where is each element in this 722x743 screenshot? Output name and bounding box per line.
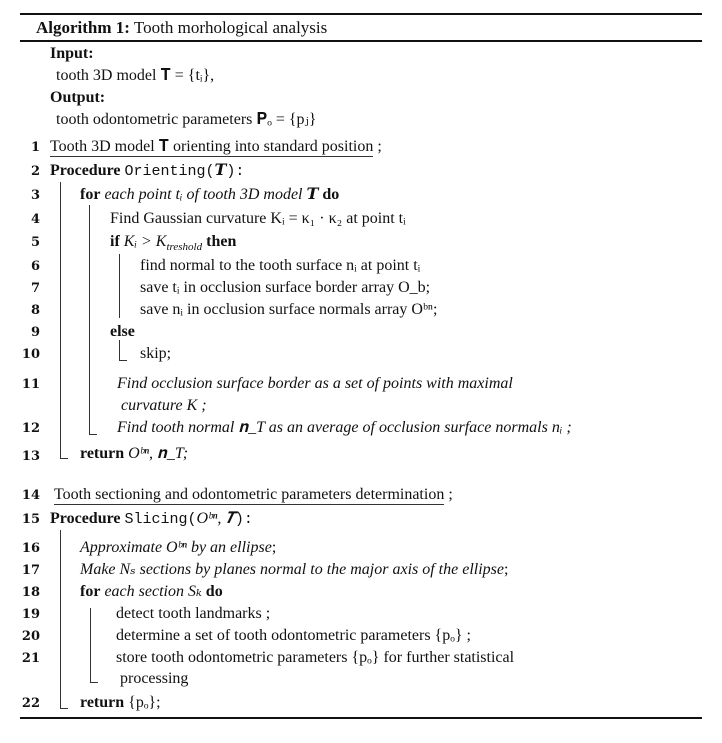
line-number: 12 [21, 421, 40, 436]
block-bar [60, 182, 61, 458]
statement: save nᵢ in occlusion surface normals array Oᵇⁿ; [140, 301, 438, 318]
statement [80, 560, 508, 580]
statement: Find occlusion surface border as a set of points with maximal [117, 375, 513, 392]
output-value: tooth odontometric parameters 𝐏ₒ = {pⱼ} [56, 111, 317, 128]
block-end [119, 360, 127, 361]
line-number: 5 [30, 235, 40, 250]
line-number: 3 [30, 188, 40, 203]
keyword: Procedure [50, 510, 121, 527]
statement-suffix: ; [504, 561, 509, 578]
procedure-name: Slicing( [124, 511, 197, 528]
keyword: do [322, 186, 340, 203]
return-value: {pₒ}; [128, 694, 161, 711]
statement-text: Make Nₛ sections by planes normal to the major axis of the ellipse [80, 561, 504, 578]
statement [80, 538, 276, 558]
comment-text: Tooth 3D model 𝐓 orienting into standard position [50, 138, 374, 155]
line-number: 13 [21, 449, 40, 464]
statement: detect tooth landmarks ; [116, 605, 271, 622]
loop-text: each section Sₖ [104, 583, 202, 600]
block-bar [90, 608, 91, 682]
block-end [89, 434, 97, 435]
keyword: for [80, 186, 101, 203]
block-end [60, 458, 68, 459]
statement-suffix: ; [271, 539, 277, 556]
header-rule [20, 40, 702, 42]
comment-suffix: ; [444, 486, 453, 503]
bottom-rule [20, 717, 702, 719]
keyword: return [80, 445, 125, 462]
line-number: 9 [30, 325, 40, 340]
line-number: 17 [21, 563, 40, 578]
return-statement [80, 444, 188, 464]
algorithm-label: Algorithm 1: [36, 18, 130, 37]
loop-arg: 𝑻 [306, 186, 319, 203]
input-value: tooth 3D model 𝐓 = {tᵢ}, [56, 67, 215, 84]
statement: find normal to the tooth surface nᵢ at point tᵢ [140, 257, 421, 274]
for-loop [80, 185, 339, 205]
algorithm-title: Tooth morhological analysis [133, 18, 328, 37]
block-end [60, 708, 68, 709]
keyword: return [80, 694, 125, 711]
keyword: for [80, 583, 101, 600]
block-end [90, 682, 98, 683]
statement: determine a set of tooth odontometric parameters {pₒ} ; [116, 627, 471, 644]
line-number: 15 [21, 512, 40, 527]
line-number: 8 [30, 303, 40, 318]
input-label: Input: [50, 45, 94, 62]
statement-continuation: curvature K ; [121, 397, 207, 414]
condition-subscript: treshold [166, 241, 203, 254]
line-number: 19 [21, 607, 40, 622]
comment-line [50, 137, 382, 157]
line-number: 1 [30, 140, 40, 155]
keyword: Procedure [50, 162, 121, 179]
procedure-arg: Oᵇⁿ, 𝑻 [196, 510, 235, 527]
block-bar [119, 340, 120, 360]
procedure-arg: 𝑻 [214, 162, 227, 179]
procedure-slicing [50, 509, 253, 530]
keyword: do [205, 583, 223, 600]
block-bar [60, 530, 61, 708]
keyword: then [206, 233, 237, 250]
line-number: 20 [21, 629, 40, 644]
line-number: 4 [30, 212, 40, 227]
loop-text: each point tᵢ of tooth 3D model [104, 186, 303, 203]
line-number: 6 [30, 259, 40, 274]
return-statement [80, 693, 161, 713]
statement: skip; [140, 345, 172, 362]
line-number: 7 [30, 281, 40, 296]
statement: save tᵢ in occlusion surface border array O_b; [140, 279, 431, 296]
line-number: 10 [21, 347, 40, 362]
line-number: 21 [21, 651, 40, 666]
line-number: 2 [30, 164, 40, 179]
procedure-orienting [50, 161, 244, 182]
statement-continuation: processing [120, 670, 189, 687]
comment-line [54, 485, 453, 505]
procedure-close: ): [226, 163, 245, 180]
statement: Find Gaussian curvature Kᵢ = κ₁ · κ₂ at point tᵢ [110, 210, 406, 227]
line-number: 22 [21, 696, 40, 711]
block-bar [119, 254, 120, 318]
procedure-close: ): [234, 511, 253, 528]
line-number: 14 [21, 488, 40, 503]
line-number: 18 [21, 585, 40, 600]
output-label: Output: [50, 89, 106, 106]
statement: Find tooth normal 𝐧_T as an average of occlusion surface normals nᵢ ; [117, 419, 572, 436]
procedure-name: Orienting( [124, 163, 215, 180]
for-loop [80, 582, 223, 602]
line-number: 11 [21, 377, 40, 392]
condition: Kᵢ > K [123, 233, 167, 250]
top-rule [20, 13, 702, 15]
if-statement [110, 232, 236, 252]
statement: store tooth odontometric parameters {pₒ} for further statistical [116, 649, 515, 666]
keyword: if [110, 233, 120, 250]
block-bar [89, 205, 90, 434]
line-number: 16 [21, 541, 40, 556]
else-keyword: else [110, 323, 135, 340]
comment-text: Tooth sectioning and odontometric parameters determination [54, 486, 445, 503]
return-value: Oᵇⁿ, 𝐧_T; [128, 445, 189, 462]
algorithm-caption [36, 17, 327, 39]
comment-suffix: ; [373, 138, 382, 155]
statement-text: Approximate Oᵇⁿ by an ellipse [80, 539, 272, 556]
